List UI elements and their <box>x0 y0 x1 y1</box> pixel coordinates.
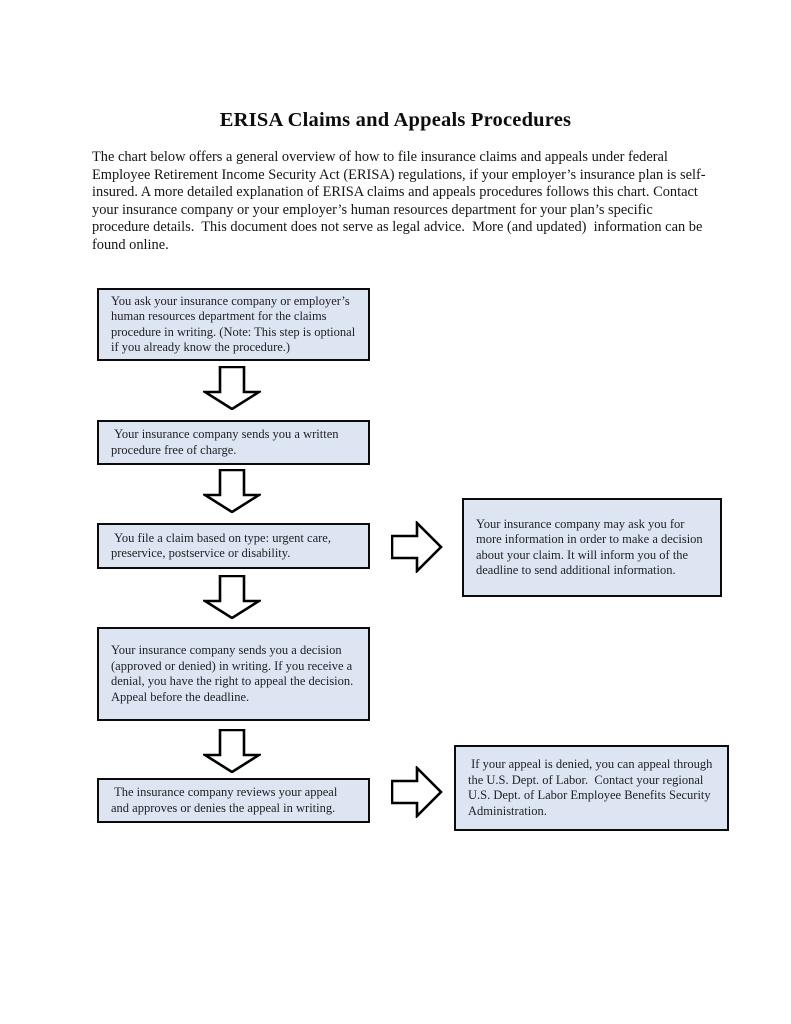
down-arrow-icon <box>203 575 261 619</box>
flow-step-5-text: The insurance company reviews your appeal and approves or denies the appeal in writing. <box>111 785 341 815</box>
down-arrow-icon <box>203 366 261 410</box>
right-arrow-icon <box>391 766 443 818</box>
flow-step-4-text: Your insurance company sends you a decision (approved or denied) in writing. If you receive a denial, you have the right to appeal the decision. Appeal before the deadline. <box>111 643 359 704</box>
side-note-2-text: If your appeal is denied, you can appeal through the U.S. Dept. of Labor. Contact your regional U.S. Dept. of Labor Employee Benefits Security Administration. <box>468 757 716 818</box>
right-arrow-icon <box>391 521 443 573</box>
side-note-1-text: Your insurance company may ask you for more information in order to make a decision about your claim. It will inform you of the deadline to send additional information. <box>476 516 706 577</box>
flow-step-1 <box>97 288 370 361</box>
side-note-more-information <box>462 498 722 597</box>
flow-step-4 <box>97 627 370 721</box>
flow-step-3-text: You file a claim based on type: urgent care, preservice, postservice or disability. <box>111 530 335 560</box>
down-arrow-icon <box>203 729 261 773</box>
flow-step-1-text: You ask your insurance company or employer’s human resources department for the claims procedure in writing. (Note: This step is optional if you already know the procedure.) <box>111 293 359 354</box>
intro-paragraph: The chart below offers a general overview of how to file insurance claims and appeals under federal Employee Retirement Income Security Act (ERISA) regulations, if your employer’s insurance plan is self-insured. A more detailed explanation of ERISA claims and appeals procedures follows this chart. Contact your insurance company or your employer’s human resources department for your plan’s specific procedure details. This document does not serve as legal advice. More (and updated) information can be found online. <box>92 149 706 253</box>
flow-step-3 <box>97 523 370 569</box>
side-note-dept-of-labor <box>454 745 729 831</box>
page-title: ERISA Claims and Appeals Procedures <box>219 109 572 131</box>
flow-step-5 <box>97 778 370 823</box>
flow-step-2-text: Your insurance company sends you a written procedure free of charge. <box>111 427 342 457</box>
flow-step-2 <box>97 420 370 465</box>
down-arrow-icon <box>203 469 261 513</box>
